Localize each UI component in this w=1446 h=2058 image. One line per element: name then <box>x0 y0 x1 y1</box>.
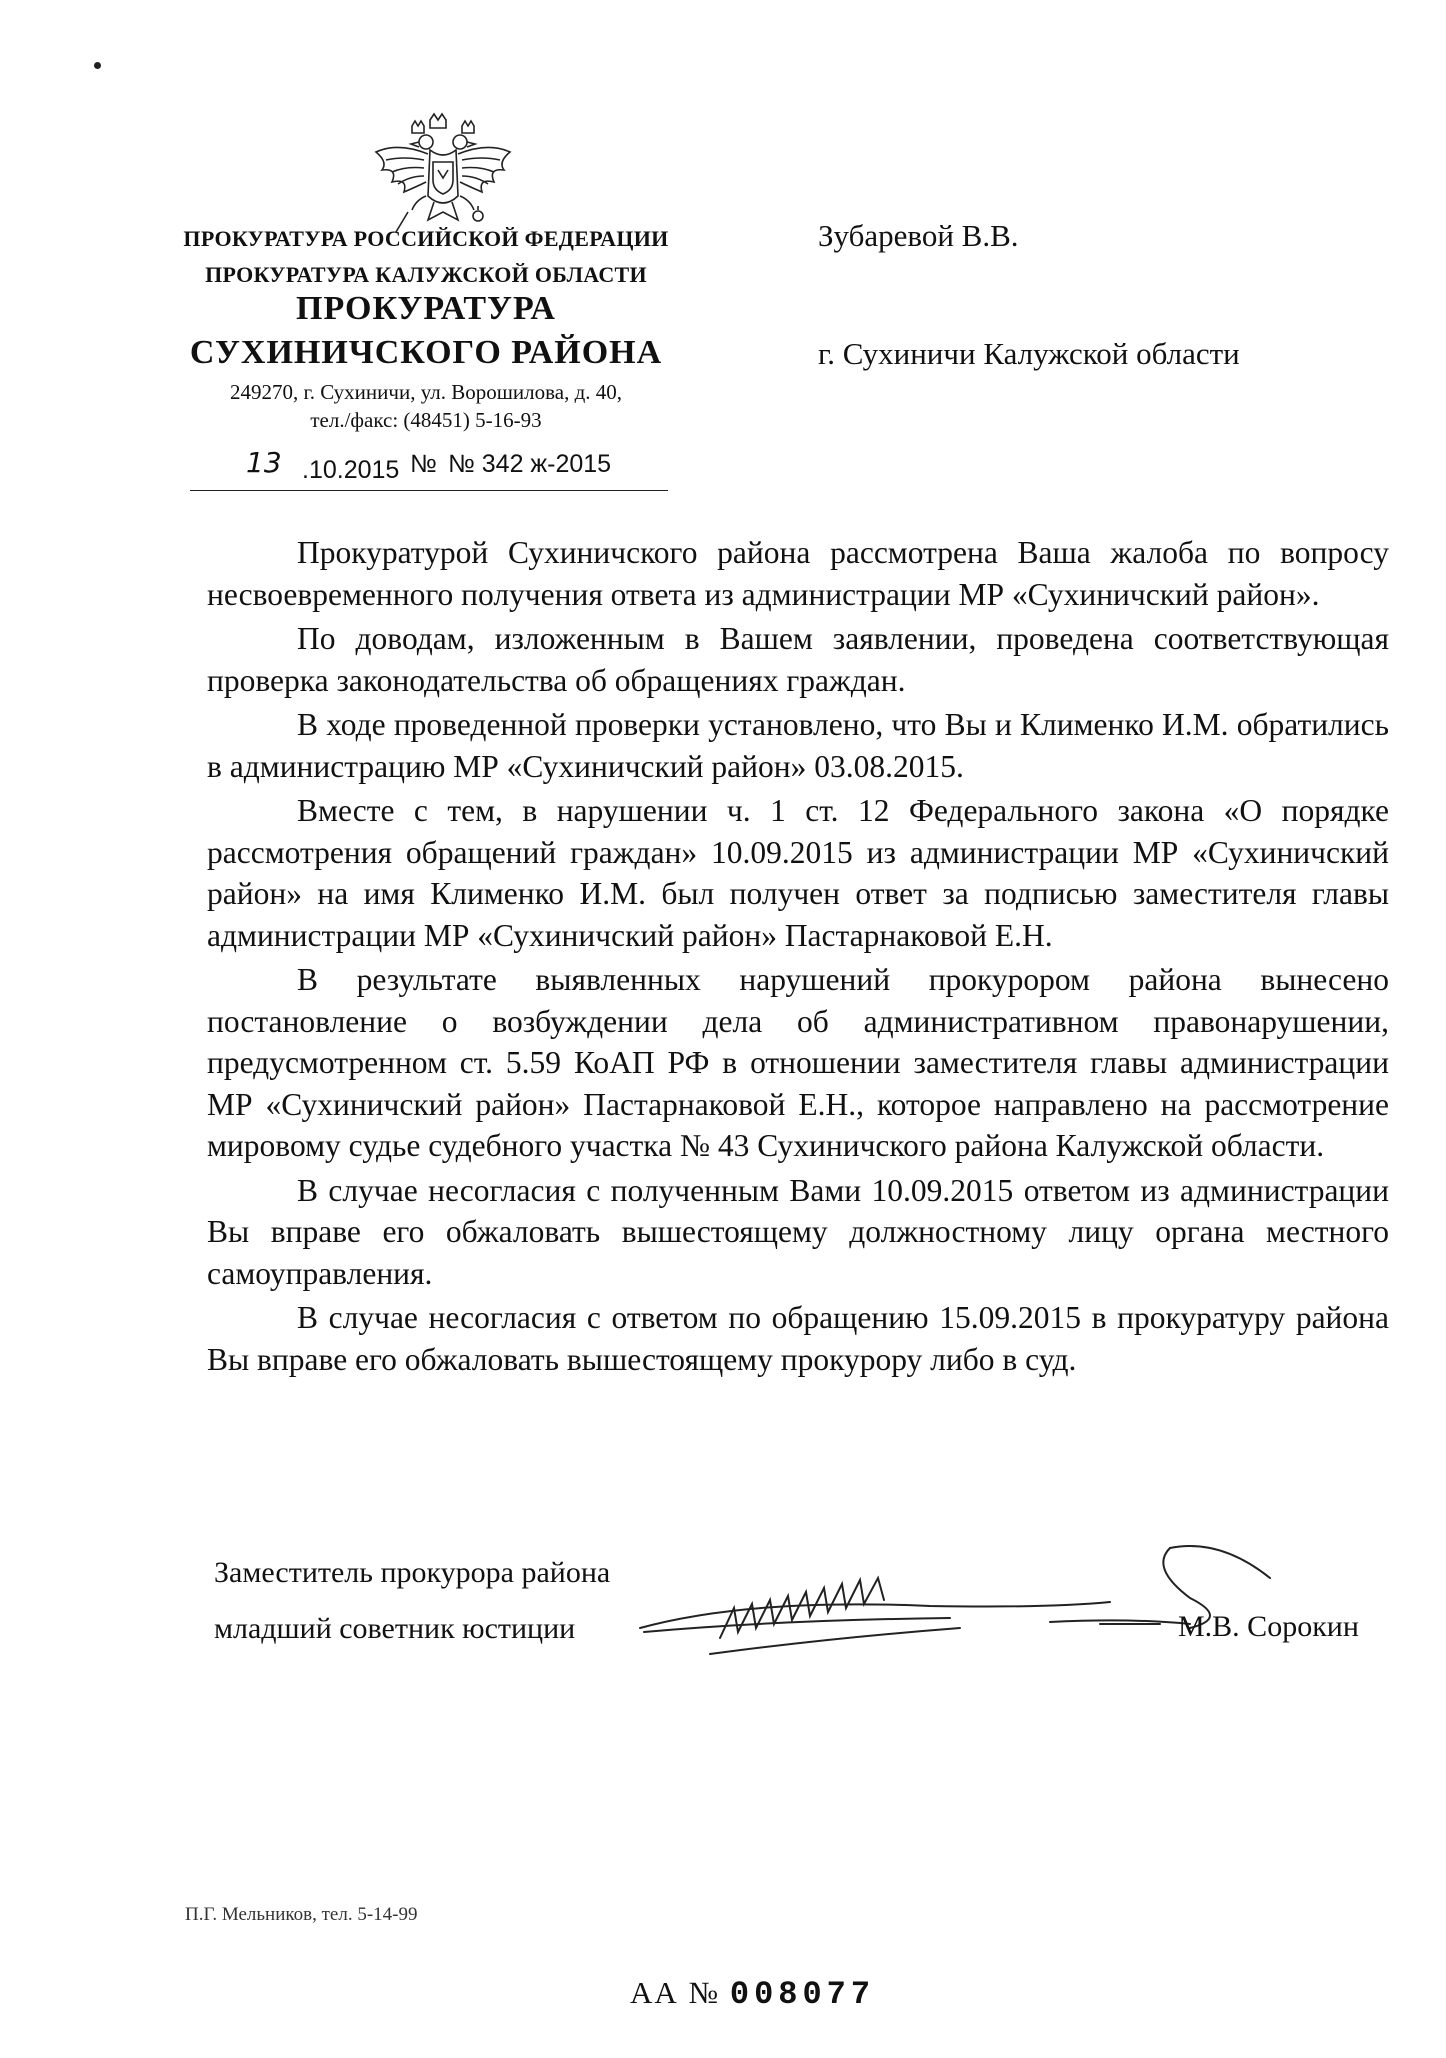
executor-contact: П.Г. Мельников, тел. 5-14-99 <box>185 1904 418 1925</box>
header-title: ПРОКУРАТУРА <box>296 290 556 327</box>
serial-prefix: АА № <box>630 1975 721 2010</box>
russian-coat-of-arms-icon <box>368 112 518 240</box>
paragraph: Прокуратурой Сухиничского района рассмотрена Ваша жалоба по вопросу несвоевременного получения ответа из администрации МР «Сухиничский район». <box>207 535 1389 612</box>
paragraph: В ходе проведенной проверки установлено, что Вы и Клименко И.М. обратились в администрацию МР «Сухиничский район» 03.08.2015. <box>207 707 1389 784</box>
header-address: 249270, г. Сухиничи, ул. Ворошилова, д. 40, <box>229 380 623 404</box>
header-subtitle: СУХИНИЧСКОГО РАЙОНА <box>189 334 663 371</box>
form-serial <box>630 1975 875 2013</box>
letter-body <box>207 532 1389 1383</box>
header-phone: тел./факс: (48451) 5-16-93 <box>310 408 542 432</box>
registration-date: .10.2015 <box>302 456 400 484</box>
recipient-name: Зубаревой В.В. <box>818 218 1019 253</box>
paragraph: Вместе с тем, в нарушении ч. 1 ст. 12 Федерального закона «О порядке рассмотрения обращений граждан» 10.09.2015 из администрации МР «Сухиничский район» на имя Клименко И.М. был получен ответ за подписью заместителя главы администрации МР «Сухиничский район» Пастарнаковой Е.Н. <box>207 793 1389 953</box>
paragraph: В результате выявленных нарушений прокурором района вынесено постановление о возбуждении дела об административном правонарушении, предусмотренном ст. 5.59 КоАП РФ в отношении заместителя главы администрации МР «Сухиничский район» Пастарнаковой Е.Н., которое направлено на рассмотрение мировому судье судебного участка № 43 Сухиничского района Калужской области. <box>207 962 1389 1163</box>
serial-number: 008077 <box>729 1976 876 2013</box>
header-line-federation: ПРОКУРАТУРА РОССИЙСКОЙ ФЕДЕРАЦИИ <box>183 226 669 251</box>
registration-no-sign: № <box>410 450 437 478</box>
signer-position: Заместитель прокурора района <box>214 1556 611 1589</box>
paragraph: По доводам, изложенным в Вашем заявлении, проведена соответствующая проверка законодательства об обращениях граждан. <box>207 621 1389 698</box>
header-line-region: ПРОКУРАТУРА КАЛУЖСКОЙ ОБЛАСТИ <box>205 262 647 287</box>
paragraph: В случае несогласия с полученным Вами 10.09.2015 ответом из администрации Вы вправе его обжаловать вышестоящему должностному лицу органа местного самоуправления. <box>207 1172 1389 1291</box>
scan-speck <box>94 62 101 69</box>
signer-rank: младший советник юстиции <box>214 1612 576 1645</box>
paragraph: В случае несогласия с ответом по обращению 15.09.2015 в прокуратуру района Вы вправе его обжаловать вышестоящему прокурору либо в суд. <box>207 1300 1389 1377</box>
signer-name: М.В. Сорокин <box>1178 1610 1359 1643</box>
recipient-city: г. Сухиничи Калужской области <box>818 336 1240 371</box>
registration-number: № 342 ж-2015 <box>448 450 612 478</box>
registration-day: 13 <box>246 446 282 479</box>
